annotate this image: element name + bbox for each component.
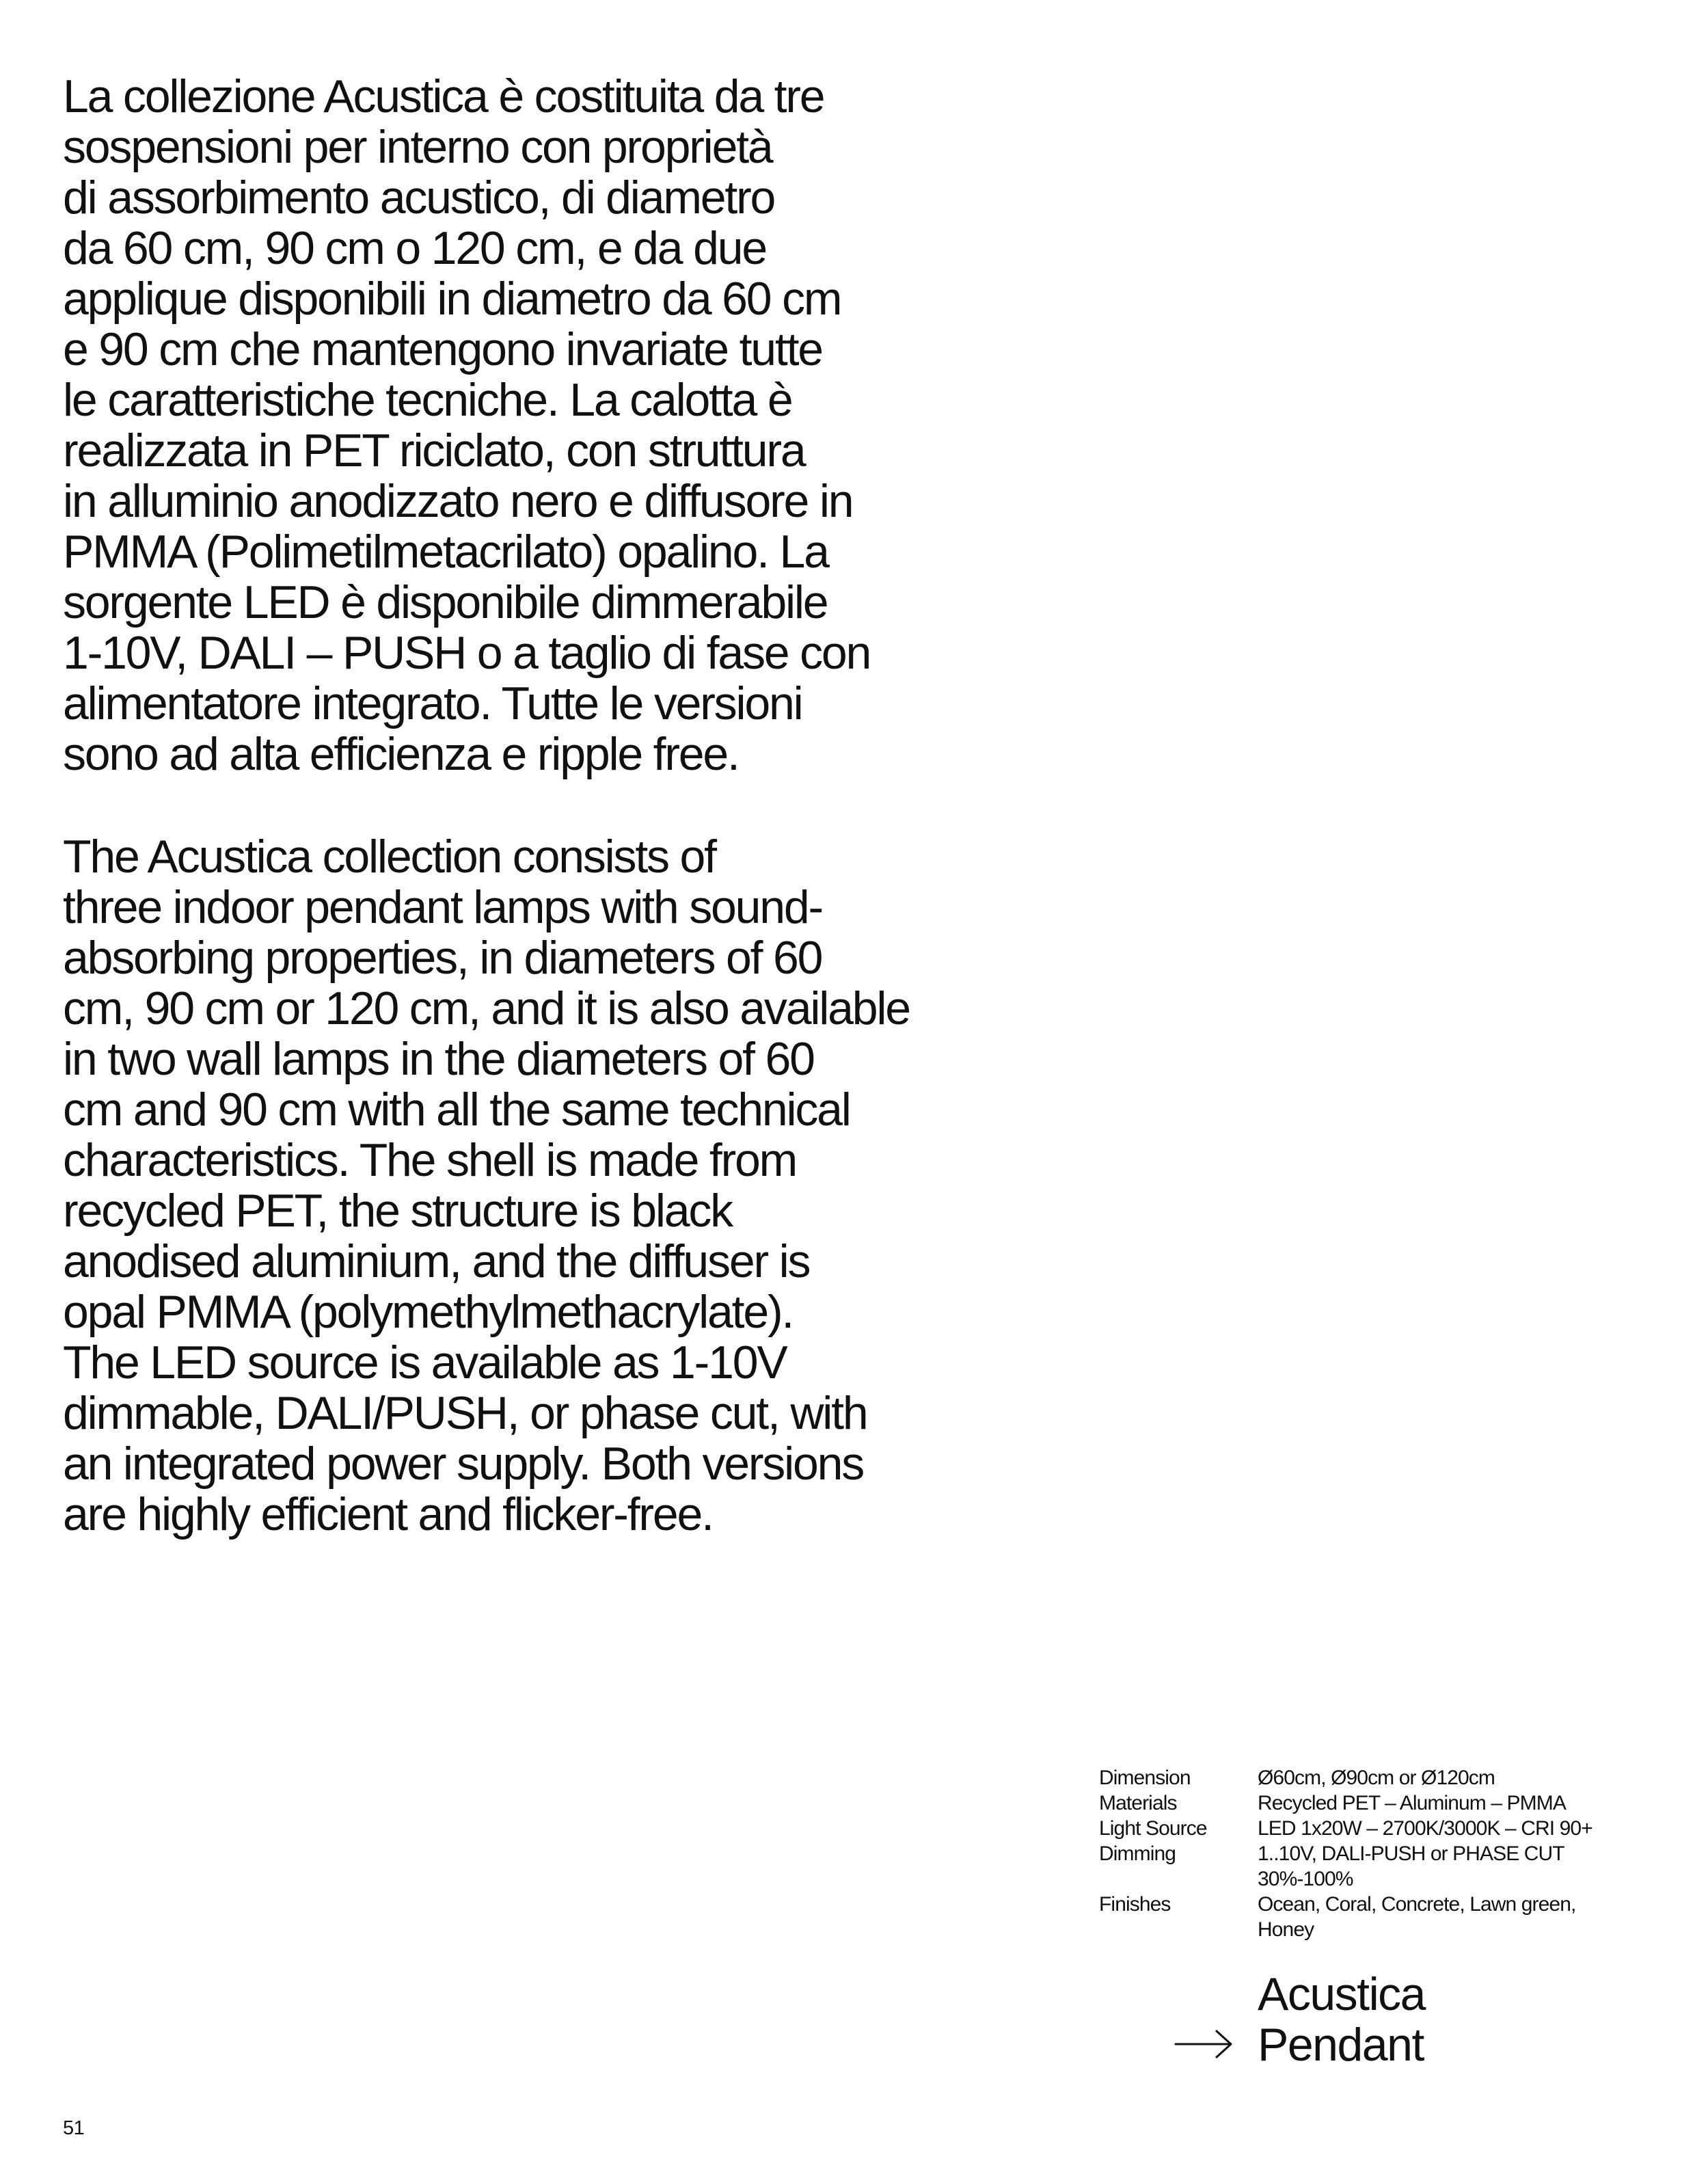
spec-row-materials [1099, 1790, 1687, 1816]
text-line: cm and 90 cm with all the same technical [63, 1084, 850, 1136]
spec-row-dimension [1099, 1765, 1687, 1790]
text-line: e 90 cm che mantengono invariate tutte [63, 323, 822, 375]
spec-label: Light Source [1099, 1817, 1207, 1840]
page-number: 51 [63, 2117, 85, 2139]
text-line: PMMA (Polimetilmetacrilato) opalino. La [63, 526, 828, 578]
text-line: in two wall lamps in the diameters of 60 [63, 1033, 814, 1085]
spec-label: Finishes [1099, 1893, 1171, 1916]
text-line: le caratteristiche tecniche. La calotta è [63, 374, 792, 426]
text-line: sono ad alta efficienza e ripple free. [63, 728, 739, 780]
spec-value [1258, 1892, 1687, 1942]
spec-value-line: Ø60cm, Ø90cm or Ø120cm [1258, 1767, 1495, 1789]
text-line: alimentatore integrato. Tutte le versioni [63, 677, 802, 729]
spec-value [1258, 1816, 1687, 1841]
spec-value-line: 30%-100% [1258, 1868, 1353, 1890]
text-line: in alluminio anodizzato nero e diffusore in [63, 475, 853, 527]
intro-paragraph-italian [63, 71, 965, 779]
text-line: di assorbimento acustico, di diametro [63, 172, 775, 224]
text-line: The LED source is available as 1-10V [63, 1337, 787, 1388]
intro-paragraph-english [63, 831, 965, 1540]
spec-value-line: Ocean, Coral, Concrete, Lawn green, [1258, 1893, 1576, 1916]
spec-table [1099, 1765, 1687, 1942]
text-line: are highly efficient and flicker-free. [63, 1488, 713, 1540]
text-line: opal PMMA (polymethylmethacrylate). [63, 1286, 794, 1338]
spec-value-line: LED 1x20W – 2700K/3000K – CRI 90+ [1258, 1817, 1592, 1840]
spec-row-finishes [1099, 1892, 1687, 1942]
spec-label: Dimming [1099, 1842, 1176, 1865]
text-line: applique disponibili in diametro da 60 cm [63, 273, 841, 325]
text-line: three indoor pendant lamps with sound- [63, 881, 822, 933]
spec-value [1258, 1841, 1687, 1892]
arrow-right-icon [1174, 2029, 1233, 2059]
spec-value [1258, 1765, 1687, 1790]
product-name [1258, 1969, 1425, 2070]
text-line: recycled PET, the structure is black [63, 1185, 732, 1237]
text-line: dimmable, DALI/PUSH, or phase cut, with [63, 1387, 867, 1439]
text-line: La collezione Acustica è costituita da tre [63, 70, 824, 122]
product-name-line: Acustica [1258, 1968, 1425, 2020]
text-line: anodised aluminium, and the diffuser is [63, 1235, 810, 1287]
text-line: an integrated power supply. Both versions [63, 1438, 864, 1490]
spec-label: Dimension [1099, 1767, 1191, 1789]
spec-value-line: Honey [1258, 1918, 1314, 1941]
text-line: cm, 90 cm or 120 cm, and it is also available [63, 982, 910, 1034]
spec-label: Materials [1099, 1792, 1177, 1814]
spec-value-line: Recycled PET – Aluminum – PMMA [1258, 1792, 1566, 1814]
spec-value [1258, 1790, 1687, 1816]
product-title-block [1174, 1969, 1653, 2078]
spec-value-line: 1..10V, DALI-PUSH or PHASE CUT [1258, 1842, 1564, 1865]
text-line: characteristics. The shell is made from [63, 1134, 797, 1186]
text-line: sorgente LED è disponibile dimmerabile [63, 576, 828, 628]
text-line: 1-10V, DALI – PUSH o a taglio di fase con [63, 627, 871, 679]
spec-row-light-source [1099, 1816, 1687, 1841]
text-line: The Acustica collection consists of [63, 831, 716, 883]
product-type-line: Pendant [1258, 2019, 1424, 2071]
spec-row-dimming [1099, 1841, 1687, 1892]
text-line: realizzata in PET riciclato, con struttura [63, 425, 805, 477]
text-line: sospensioni per interno con proprietà [63, 121, 772, 173]
text-line: da 60 cm, 90 cm o 120 cm, e da due [63, 222, 766, 274]
text-line: absorbing properties, in diameters of 60 [63, 932, 822, 984]
